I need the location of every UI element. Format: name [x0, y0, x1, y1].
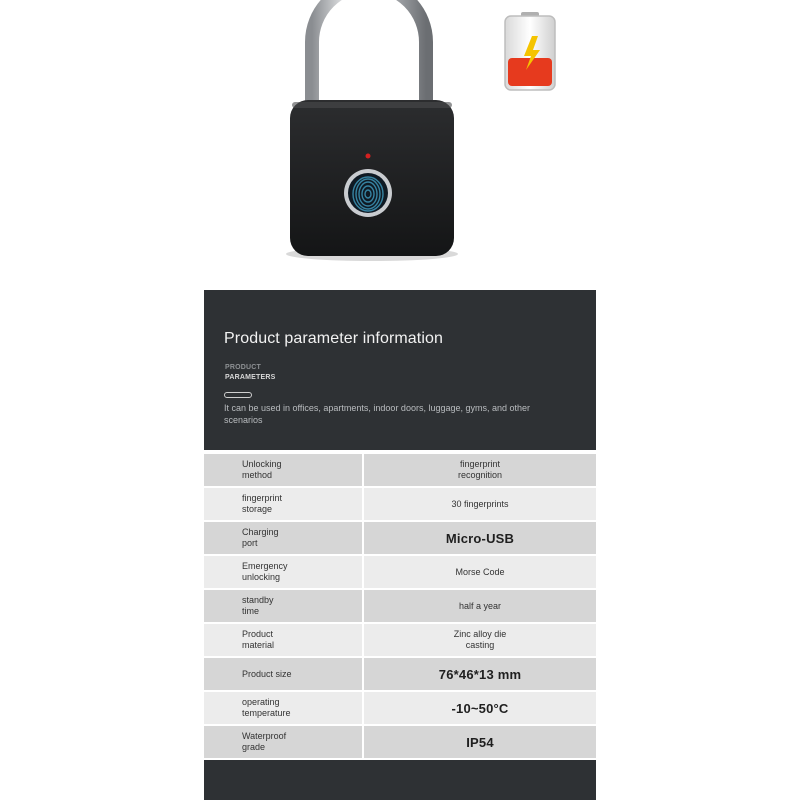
spec-value-cell — [364, 624, 596, 656]
panel-subtitle-small: PRODUCT — [225, 364, 262, 371]
spec-label: Product size — [242, 668, 292, 679]
spec-value: fingerprint recognition — [457, 459, 503, 480]
spec-row — [204, 522, 596, 554]
spec-label: Unlocking method — [242, 459, 282, 480]
product-image — [0, 0, 800, 290]
spec-row — [204, 658, 596, 690]
spec-value: IP54 — [466, 734, 494, 750]
spec-value-cell — [364, 692, 596, 724]
spec-label: Emergency unlocking — [242, 561, 288, 582]
padlock-image — [286, 0, 458, 261]
spec-value: half a year — [458, 600, 502, 611]
spec-label-cell — [204, 488, 362, 520]
spec-label: operating temperature — [242, 697, 291, 718]
spec-value-cell — [364, 488, 596, 520]
status-led-icon — [366, 154, 371, 159]
spec-label: Charging port — [242, 527, 279, 548]
spec-label-cell — [204, 726, 362, 758]
spec-value: Micro-USB — [445, 530, 515, 546]
spec-row — [204, 454, 596, 486]
spec-row — [204, 590, 596, 622]
spec-value-cell — [364, 658, 596, 690]
spec-value: -10~50°C — [451, 700, 509, 716]
spec-label: standby time — [242, 595, 274, 616]
spec-label: Waterproof grade — [242, 731, 287, 752]
spec-value: 30 fingerprints — [451, 498, 509, 509]
spec-value: Zinc alloy die casting — [453, 629, 507, 650]
spec-value: 76*46*13 mm — [438, 666, 522, 682]
panel-title: Product parameter information — [224, 330, 444, 347]
spec-label-cell — [204, 590, 362, 622]
decorative-pill — [224, 392, 252, 398]
spec-row — [204, 624, 596, 656]
fingerprint-icon — [344, 169, 392, 217]
spec-table — [204, 450, 596, 760]
panel-description: It can be used in offices, apartments, indoor doors, luggage, gyms, and other scenarios — [224, 403, 531, 425]
spec-value-cell — [364, 556, 596, 588]
spec-row — [204, 692, 596, 724]
spec-label: Product material — [242, 629, 275, 650]
panel-subtitle-main: PARAMETERS — [225, 374, 276, 381]
spec-value-cell — [364, 590, 596, 622]
spec-label-cell — [204, 454, 362, 486]
spec-label-cell — [204, 692, 362, 724]
spec-row — [204, 488, 596, 520]
spec-label-cell — [204, 624, 362, 656]
spec-value-cell — [364, 454, 596, 486]
spec-row — [204, 726, 596, 758]
spec-label-cell — [204, 522, 362, 554]
spec-label: fingerprint storage — [242, 493, 283, 514]
spec-row — [204, 556, 596, 588]
spec-value: Morse Code — [455, 566, 505, 577]
spec-label-cell — [204, 556, 362, 588]
spec-value-cell — [364, 522, 596, 554]
spec-value-cell — [364, 726, 596, 758]
panel-subtitle — [225, 363, 275, 383]
spec-label-cell — [204, 658, 362, 690]
battery-charging-icon — [505, 12, 555, 90]
